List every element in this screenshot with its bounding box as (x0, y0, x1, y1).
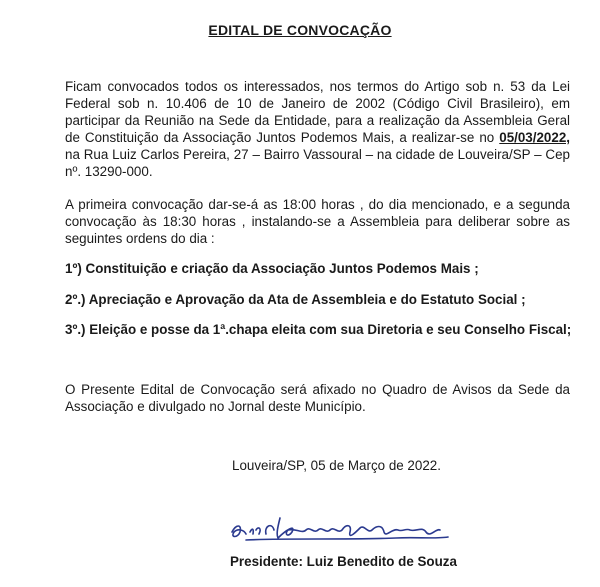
agenda-item: 1º) Constituição e criação da Associação Juntos Podemos Mais ; (65, 261, 479, 276)
handwritten-signature (226, 510, 466, 546)
paragraph-text: Ficam convocados todos os interessados, nos termos do Artigo sob n. 53 da Lei Federal sob n. 10.406 de 10 de Janeiro de 2002 (Código Civil Brasileiro), em participar da Reunião na Sede da Entidade, para a realização da Assembleia Geral de Constituição da Associação Juntos Podemos Mais, a realizar-se no (65, 79, 570, 145)
document-title: EDITAL DE CONVOCAÇÃO (208, 22, 392, 38)
convocation-paragraph (65, 78, 570, 180)
publication-paragraph: O Presente Edital de Convocação será afixado no Quadro de Avisos da Sede da Associação e divulgado no Jornal deste Município. (65, 382, 570, 414)
agenda-item: 3º.) Eleição e posse da 1ª.chapa eleita com sua Diretoria e seu Conselho Fiscal; (65, 322, 572, 337)
schedule-paragraph: A primeira convocação dar-se-á as 18:00 horas , do dia mencionado, e a segunda convocação às 18:30 horas , instalando-se a Assembleia para deliberar sobre as seguintes ordens do dia : (65, 197, 570, 246)
place-and-date: Louveira/SP, 05 de Março de 2022. (232, 458, 441, 473)
agenda-item: 2º.) Apreciação e Aprovação da Ata de Assembleia e do Estatuto Social ; (65, 292, 526, 307)
president-signature-name: Presidente: Luiz Benedito de Souza (230, 554, 457, 569)
paragraph-text-address: na Rua Luiz Carlos Pereira, 27 – Bairro Vassoural – na cidade de Louveira/SP – Cep nº. 13290-000. (65, 147, 570, 179)
meeting-date: 05/03/2022, (499, 130, 570, 145)
